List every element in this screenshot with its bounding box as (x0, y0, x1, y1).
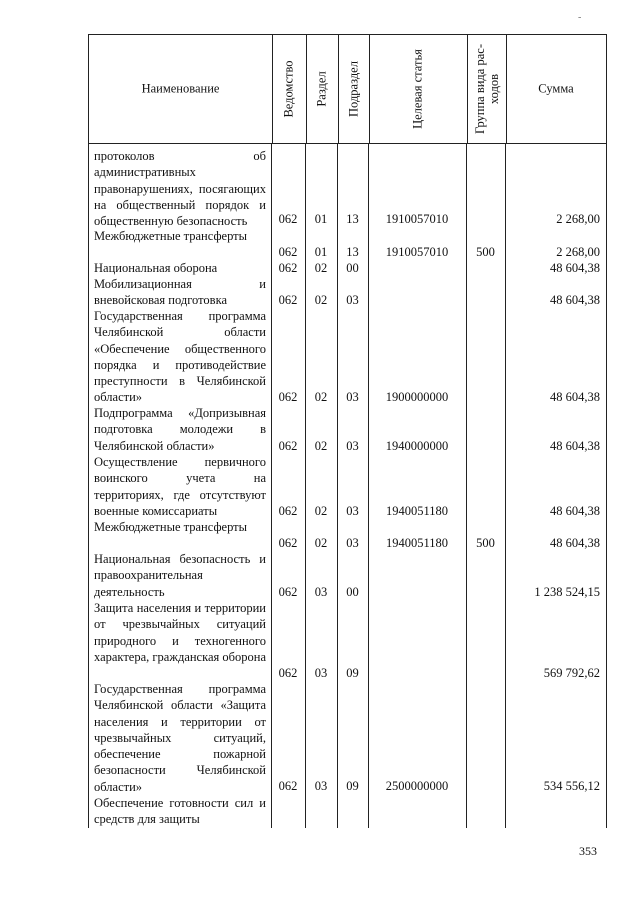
row-department: 062 (278, 666, 298, 680)
header-target-item-cell (369, 35, 468, 143)
row-section: 02 (314, 536, 328, 550)
row-amount: 48 604,38 (550, 439, 600, 453)
row-section: 01 (314, 245, 328, 259)
row-department: 062 (278, 779, 298, 793)
row-name: Национальная безопасность и правоохранительная деятельность (94, 552, 266, 599)
row-amount: 48 604,38 (550, 390, 600, 404)
row-department: 062 (278, 536, 298, 550)
row-target-item: 1940051180 (385, 536, 449, 550)
row-name: Защита населения и территории от чрезвычайных ситуаций природного и техногенного характера, гражданская оборона (94, 601, 267, 664)
row-name: Обеспечение готовности сил и средств для защиты (94, 796, 266, 827)
row-amount: 48 604,38 (550, 293, 600, 307)
row-subsection: 03 (346, 536, 359, 550)
row-expense-group: 500 (476, 536, 495, 550)
row-subsection: 09 (346, 779, 359, 793)
table-header (88, 34, 607, 144)
row-name: Государственная программа Челябинской области «Обеспечение общественного порядка и противодействие преступности в Челябинской области» (94, 309, 266, 405)
row-name: Государственная программа Челябинской области «Защита населения и территории от чрезвычайных ситуаций, обеспечение пожарной безопасности Челябинской области» (94, 682, 266, 794)
header-department: Ведомство (281, 60, 296, 118)
header-section-cell (306, 35, 339, 143)
page-mark: - (578, 12, 582, 23)
row-department: 062 (278, 293, 298, 307)
header-subsection-cell (338, 35, 370, 143)
row-subsection: 13 (346, 245, 359, 259)
row-amount: 48 604,38 (550, 504, 600, 518)
header-subsection: Подраздел (346, 61, 360, 117)
row-amount: 2 268,00 (556, 212, 600, 226)
row-section: 03 (314, 666, 328, 680)
row-name: Мобилизационная и вневойсковая подготовка (94, 277, 266, 308)
row-subsection: 03 (346, 504, 359, 518)
header-amount-cell (506, 35, 606, 143)
row-amount: 534 556,12 (543, 779, 600, 793)
row-subsection: 13 (346, 212, 359, 226)
header-name: Наименование (141, 81, 220, 96)
row-subsection: 00 (346, 261, 359, 275)
row-department: 062 (278, 390, 298, 404)
row-amount: 2 268,00 (556, 245, 600, 259)
row-section: 02 (314, 293, 328, 307)
row-amount: 569 792,62 (543, 666, 600, 680)
row-amount: 1 238 524,15 (534, 585, 600, 599)
row-section: 02 (314, 390, 328, 404)
row-section: 03 (314, 779, 328, 793)
header-department-cell (272, 35, 307, 143)
row-name: Осуществление первичного воинского учета на территориях, где отсутствуют военные комиссариаты (94, 455, 266, 518)
row-section: 02 (314, 261, 328, 275)
row-name: протоколов об административных правонарушениях, посягающих на общественный порядок и общественную безопасность (94, 149, 266, 229)
row-name: Подпрограмма «Допризывная подготовка молодежи в Челябинской области» (94, 406, 266, 453)
row-section: 02 (314, 439, 328, 453)
row-subsection: 03 (346, 439, 359, 453)
row-department: 062 (278, 439, 298, 453)
row-section: 03 (314, 585, 328, 599)
row-section: 02 (314, 504, 328, 518)
row-target-item: 1910057010 (385, 245, 449, 259)
row-expense-group: 500 (476, 245, 495, 259)
row-name: Национальная оборона (94, 261, 218, 275)
row-name: Межбюджетные трансферты (94, 229, 248, 243)
row-subsection: 09 (346, 666, 359, 680)
row-department: 062 (278, 585, 298, 599)
row-subsection: 03 (346, 390, 359, 404)
page-number: 353 (579, 844, 597, 858)
row-target-item: 2500000000 (385, 779, 449, 793)
header-section: Раздел (314, 71, 329, 107)
row-department: 062 (278, 212, 298, 226)
row-target-item: 1940000000 (385, 439, 449, 453)
row-amount: 48 604,38 (550, 261, 600, 275)
row-department: 062 (278, 504, 298, 518)
header-expense-group: Группа вида рас-ходов (472, 44, 501, 134)
row-target-item: 1940051180 (385, 504, 449, 518)
row-subsection: 03 (346, 293, 359, 307)
header-target-item: Целевая статья (410, 49, 425, 129)
header-name-cell (89, 35, 273, 143)
row-department: 062 (278, 245, 298, 259)
row-amount: 48 604,38 (550, 536, 600, 550)
row-department: 062 (278, 261, 298, 275)
row-section: 01 (314, 212, 328, 226)
row-target-item: 1910057010 (385, 212, 449, 226)
row-target-item: 1900000000 (385, 390, 449, 404)
row-subsection: 00 (346, 585, 359, 599)
row-name: Межбюджетные трансферты (94, 520, 248, 534)
header-expense-group-cell (467, 35, 507, 143)
header-amount: Сумма (538, 81, 574, 96)
